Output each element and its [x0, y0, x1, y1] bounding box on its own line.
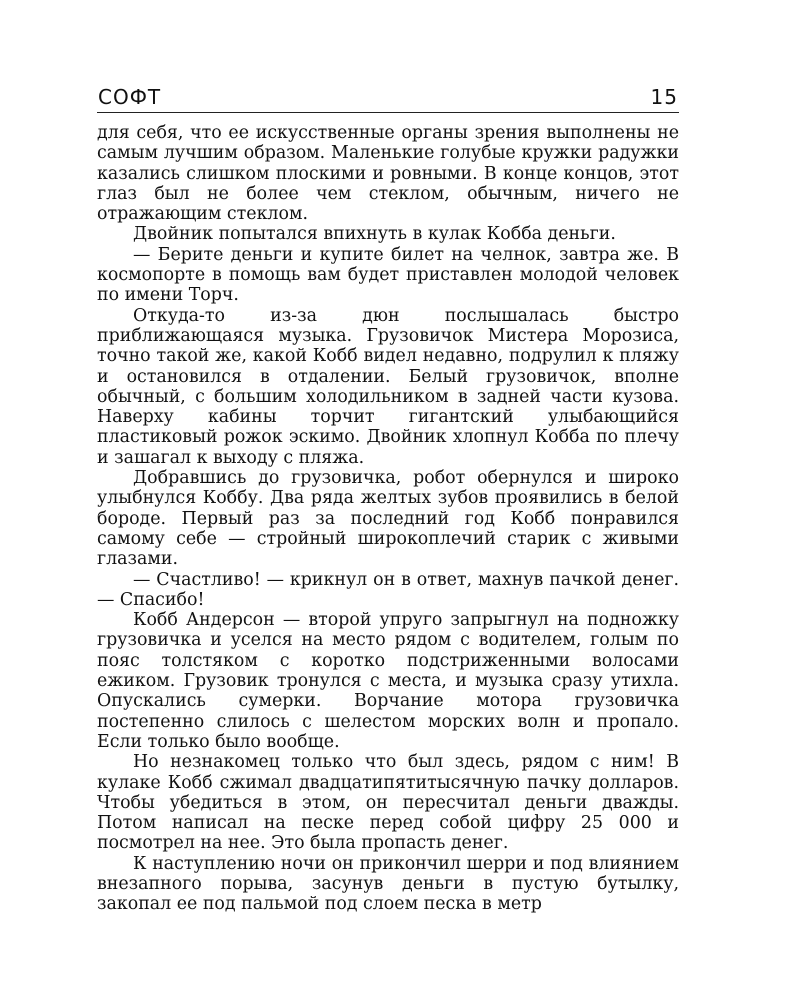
paragraph: для себя, что ее искусственные органы зрения выполнены не самым лучшим образом. Маленькие голубые кружки радужки казались слишком плоскими и ровными. В конце концов, этот глаз был не более чем стеклом, обычным, ничего не отражающим стеклом.	[97, 123, 679, 225]
paragraph: Кобб Андерсон — второй упруго запрыгнул на подножку грузовичка и уселся на место рядом с водителем, голым по пояс толстяком с коротко подстриженными волосами ежиком. Грузовик тронулся с места, и музыка сразу утихла. Опускались сумерки. Ворчание мотора грузовичка постепенно слилось с шелестом морских волн и пропало. Если только было вообще.	[97, 610, 679, 752]
paragraph: Откуда-то из-за дюн послышалась быстро приближающаяся музыка. Грузовичок Мистера Морозиса, точно такой же, какой Кобб видел недавно, подрулил к пляжу и остановился в отдалении. Белый грузовичок, вполне обычный, с большим холодильником в задней части кузова. Наверху кабины торчит гигантский улыбающийся пластиковый рожок эскимо. Двойник хлопнул Кобба по плечу и зашагал к выходу с пляжа.	[97, 305, 679, 468]
paragraph: К наступлению ночи он прикончил шерри и под влиянием внезапного порыва, засунув деньги в пустую бутылку, закопал ее под пальмой под слоем песка в метр	[97, 853, 679, 915]
paragraph: Но незнакомец только что был здесь, рядом с ним! В кулаке Кобб сжимал двадцатипятитысячную пачку долларов. Чтобы убедиться в этом, он пересчитал деньги дважды. Потом написал на песке перед собой цифру 25 000 и посмотрел на нее. Это была пропасть денег.	[97, 752, 679, 854]
paragraph: — Счастливо! — крикнул он в ответ, махнув пачкой денег. — Спасибо!	[97, 569, 679, 610]
page-number: 15	[650, 85, 678, 109]
running-header	[97, 80, 679, 113]
book-page	[97, 80, 679, 915]
paragraph: Двойник попытался впихнуть в кулак Кобба деньги.	[133, 224, 616, 245]
running-title: СОФТ	[98, 85, 162, 109]
body-text	[97, 123, 679, 915]
paragraph: Добравшись до грузовичка, робот обернулся и широко улыбнулся Коббу. Два ряда желтых зубов проявились в белой бороде. Первый раз за последний год Кобб понравился самому себе — стройный широкоплечий старик с живыми глазами.	[97, 468, 679, 570]
paragraph: — Берите деньги и купите билет на челнок, завтра же. В космопорте в помощь вам будет приставлен молодой человек по имени Торч.	[97, 244, 679, 306]
